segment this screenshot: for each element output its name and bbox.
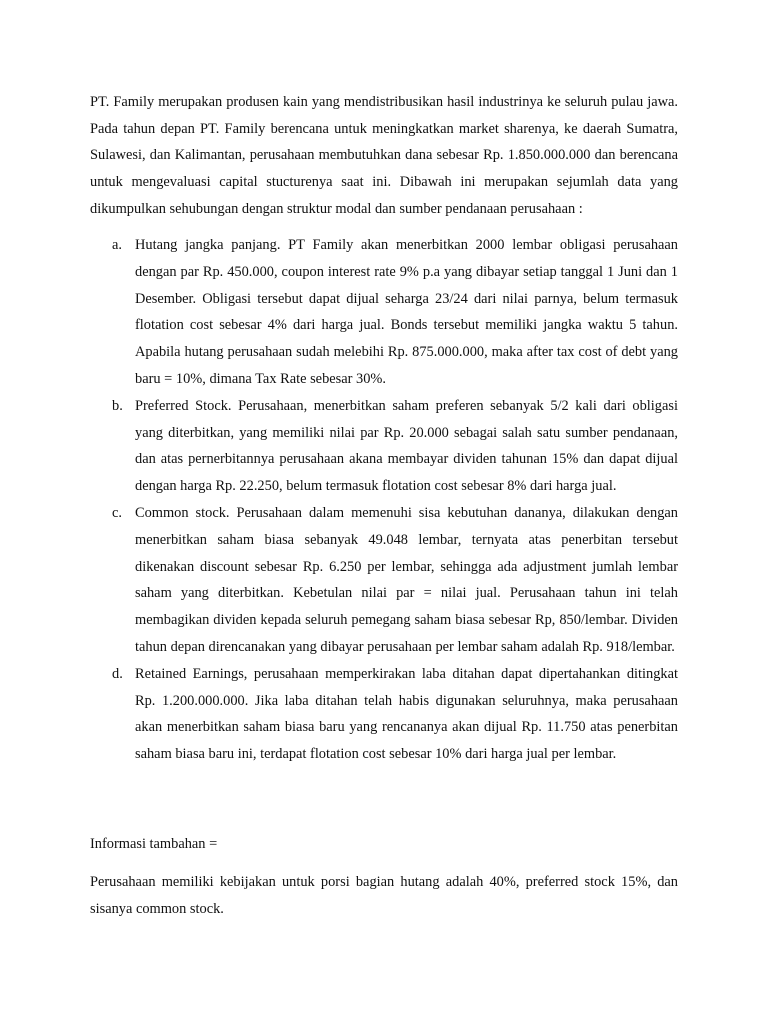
list-item-a [90,232,678,393]
list-item-text: Common stock. Perusahaan dalam memenuhi sisa kebutuhan dananya, dilakukan dengan menerbitkan saham biasa sebanyak 49.048 lembar, ternyata atas penerbitan tersebut dikenakan discount sebesar Rp. 6.250 per lembar, sehingga ada adjustment jumlah lembar saham yang diterbitkan. Kebetulan nilai par = nilai jual. Perusahaan tahun ini telah membagikan dividen kepada seluruh pemegang saham biasa sebesar Rp, 850/lembar. Dividen tahun depan direncanakan yang dibayar perusahaan per lembar saham adalah Rp. 918/lembar. [135,504,678,655]
intro-paragraph: PT. Family merupakan produsen kain yang mendistribusikan hasil industrinya ke seluruh pulau jawa. Pada tahun depan PT. Family berencana untuk meningkatkan market sharenya, ke daerah Sumatra, Sulawesi, dan Kalimantan, perusahaan membutuhkan dana sebesar Rp. 1.850.000.000 dan berencana untuk mengevaluasi capital stucturenya saat ini. Dibawah ini merupakan sejumlah data yang dikumpulkan sehubungan dengan struktur modal dan sumber pendanaan perusahaan : [90,94,678,217]
list-marker: d. [112,665,123,682]
list-item-d [90,661,678,768]
data-list [90,232,678,768]
additional-info-paragraph: Perusahaan memiliki kebijakan untuk porsi bagian hutang adalah 40%, preferred stock 15%, dan sisanya common stock. [90,874,678,917]
list-item-text: Preferred Stock. Perusahaan, menerbitkan saham preferen sebanyak 5/2 kali dari obligasi yang diterbitkan, yang memiliki nilai par Rp. 20.000 sebagai salah satu sumber pendanaan, dan atas pernerbitannya perusahaan akana membayar dividen tahunan 15% dan dapat dijual dengan harga Rp. 22.250, belum termasuk flotation cost sebesar 8% dari harga jual. [135,397,678,495]
additional-info-heading: Informasi tambahan = [90,836,218,852]
list-item-text: Hutang jangka panjang. PT Family akan menerbitkan 2000 lembar obligasi perusahaan dengan par Rp. 450.000, coupon interest rate 9% p.a yang dibayar setiap tanggal 1 Juni dan 1 Desember. Obligasi tersebut dapat dijual seharga 23/24 dari nilai parnya, belum termasuk flotation cost sebesar 4% dari harga jual. Bonds tersebut memiliki jangka waktu 5 tahun. Apabila hutang perusahaan sudah melebihi Rp. 875.000.000, maka after tax cost of debt yang baru = 10%, dimana Tax Rate sebesar 30%. [135,237,678,387]
list-marker: a. [112,237,122,253]
list-item-c [90,500,678,661]
list-marker: c. [112,504,122,521]
list-item-b [90,393,678,500]
list-marker: b. [112,397,123,414]
list-item-text: Retained Earnings, perusahaan memperkirakan laba ditahan dapat dipertahankan ditingkat Rp. 1.200.000.000. Jika laba ditahan telah habis digunakan seluruhnya, maka perusahaan akan menerbitkan saham biasa baru yang rencananya akan dijual Rp. 11.750 atas penerbitan saham biasa baru ini, terdapat flotation cost sebesar 10% dari harga jual per lembar. [135,665,678,763]
